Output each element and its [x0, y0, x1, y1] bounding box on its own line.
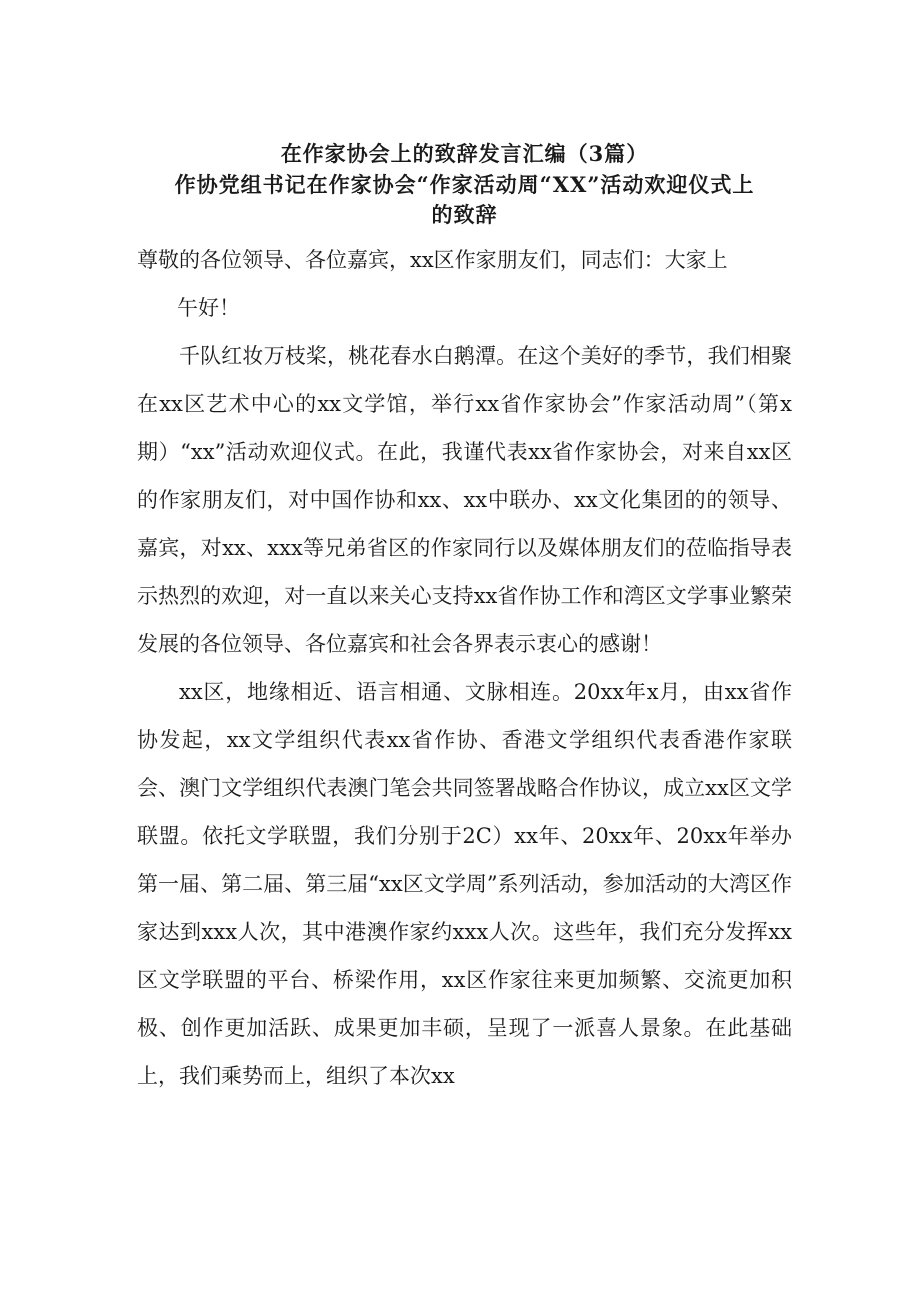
- salutation-continuation: 午好！: [177, 296, 240, 320]
- salutation-line: 尊敬的各位领导、各位嘉宾，xx区作家朋友们，同志们：大家上: [137, 248, 728, 272]
- body-paragraph-1: 千队红妆万枝桨，桃花春水白鹅潭。在这个美好的季节，我们相聚在xx区艺术中心的xx文学馆，举行xx省作家协会”作家活动周”（第x期）“xx”活动欢迎仪式。在此，我谨代表xx省作家协会，对来自xx区的作家朋友们，对中国作协和xx、xx中联办、xx文化集团的的领导、嘉宾，对xx、xxx等兄弟省区的作家同行以及媒体朋友们的莅临指导表示热烈的欢迎，对一直以来关心支持xx省作协工作和湾区文学事业繁荣发展的各位领导、各位嘉宾和社会各界表示衷心的感谢！: [137, 344, 792, 656]
- document-title: 在作家协会上的致辞发言汇编（3篇）: [280, 141, 649, 166]
- document-subtitle: 作协党组书记在作家协会“作家活动周“XX”活动欢迎仪式上的致辞: [174, 172, 755, 227]
- body-paragraph-2: xx区，地缘相近、语言相通、文脉相连。20xx年x月，由xx省作协发起，xx文学组织代表xx省作协、香港文学组织代表香港作家联会、澳门文学组织代表澳门笔会共同签署战略合作协议，成立xx区文学联盟。依托文学联盟，我们分别于2C）xx年、20xx年、20xx年举办第一届、第二届、第三届“xx区文学周”系列活动，参加活动的大湾区作家达到xxx人次，其中港澳作家约xxx人次。这些年，我们充分发挥xx区文学联盟的平台、桥梁作用，xx区作家往来更加频繁、交流更加积极、创作更加活跃、成果更加丰硕，呈现了一派喜人景象。在此基础上，我们乘势而上，组织了本次xx: [137, 680, 792, 1088]
